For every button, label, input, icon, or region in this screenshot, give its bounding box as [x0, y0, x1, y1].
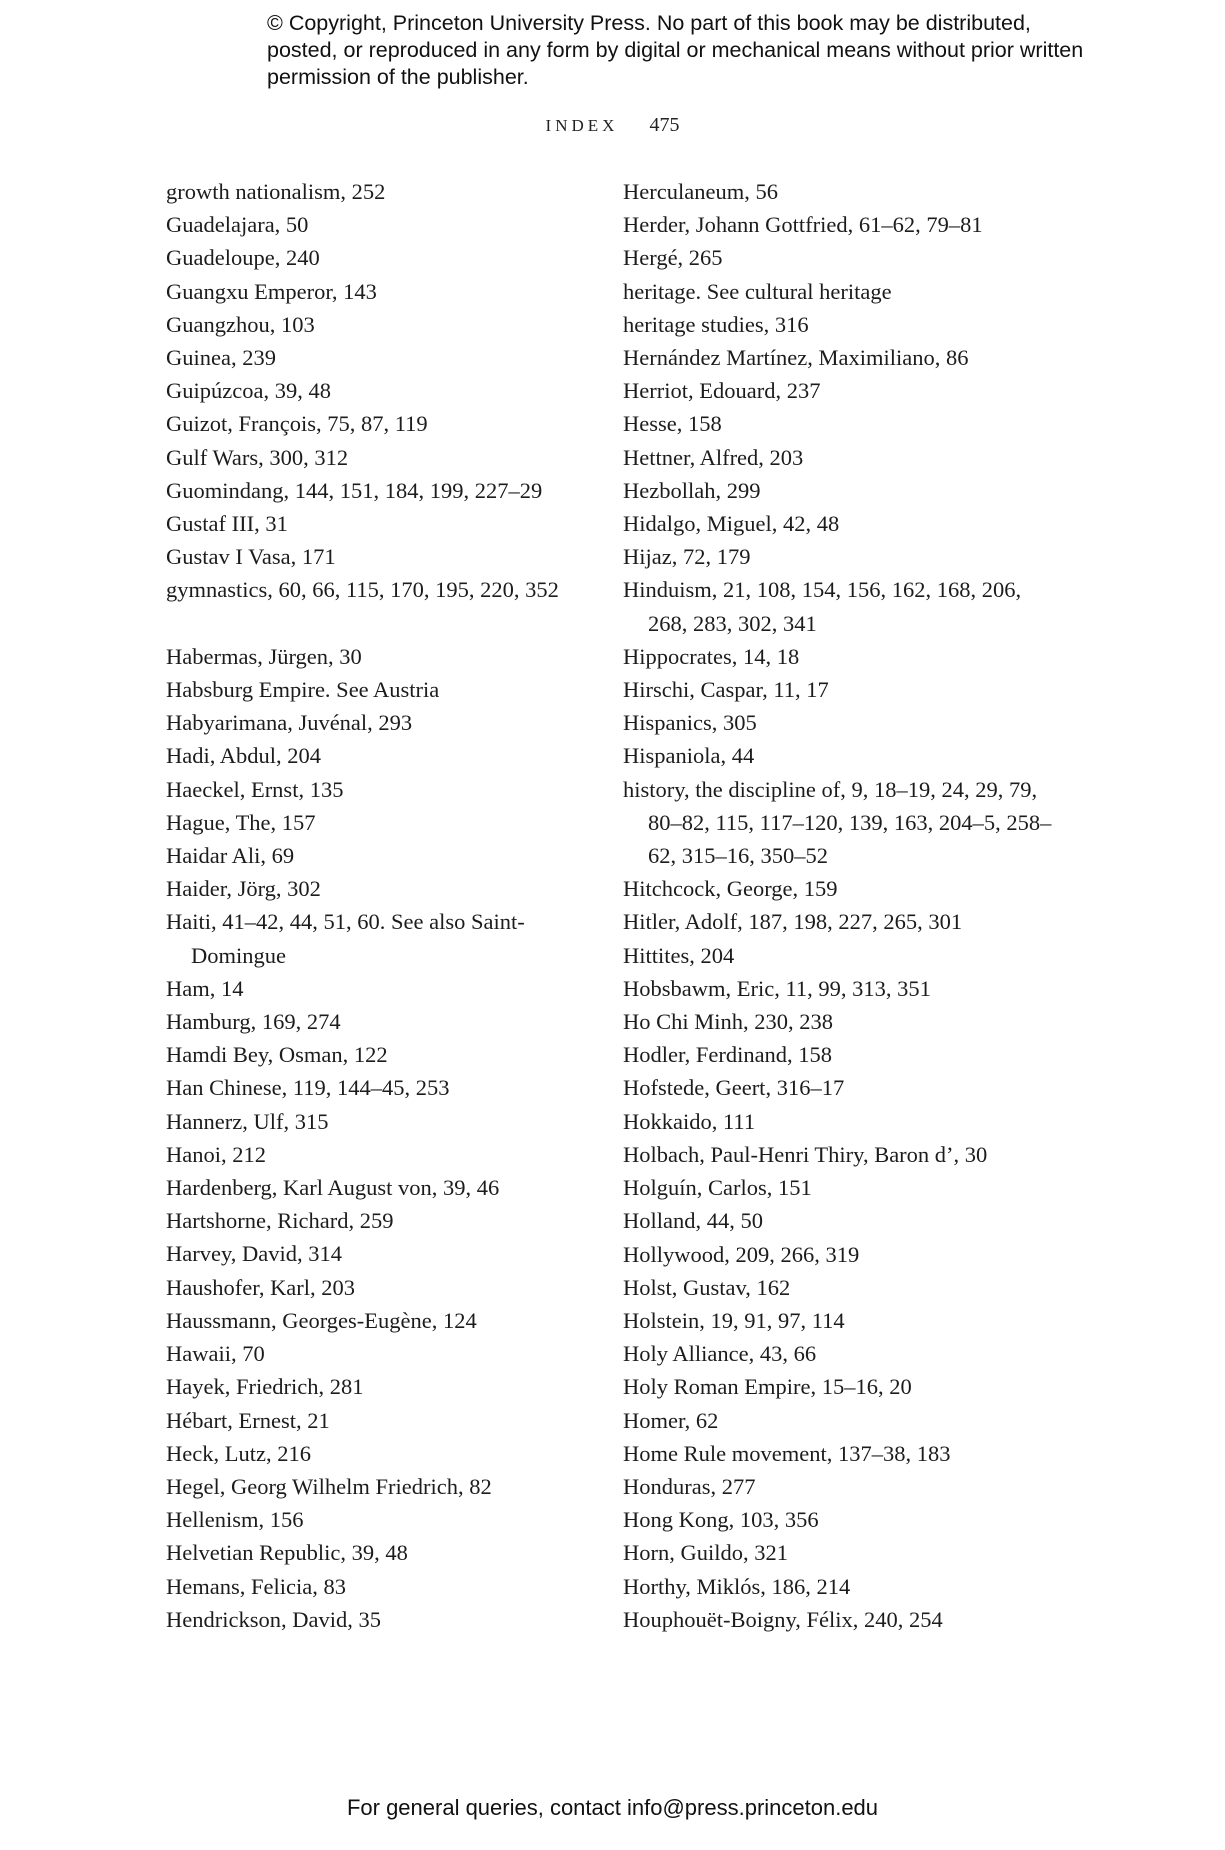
index-entry: Guomindang, 144, 151, 184, 199, 227–29 [166, 477, 543, 503]
index-entry: Hergé, 265 [623, 245, 723, 271]
index-entry: gymnastics, 60, 66, 115, 170, 195, 220, 352 [166, 577, 559, 603]
index-entry: Hamburg, 169, 274 [166, 1009, 341, 1035]
index-entry: Herriot, Edouard, 237 [623, 378, 821, 404]
index-entry: Hong Kong, 103, 356 [623, 1507, 819, 1533]
index-entry: Harvey, David, 314 [166, 1241, 342, 1267]
index-entry: Home Rule movement, 137–38, 183 [623, 1440, 951, 1466]
index-entry: Gulf Wars, 300, 312 [166, 444, 349, 470]
index-entry: Hispaniola, 44 [623, 743, 755, 769]
index-entry: Ho Chi Minh, 230, 238 [623, 1009, 834, 1035]
index-entry: Hadi, Abdul, 204 [166, 743, 321, 769]
index-entry: Holguín, Carlos, 151 [623, 1175, 812, 1201]
index-entry: Houphouët-Boigny, Félix, 240, 254 [623, 1606, 943, 1632]
index-entry: Gustav I Vasa, 171 [166, 544, 336, 570]
index-entry: Haiti, 41–42, 44, 51, 60. See also Saint-Domingue [166, 909, 525, 968]
index-entry: growth nationalism, 252 [166, 179, 386, 204]
index-entry: Hodler, Ferdinand, 158 [623, 1042, 833, 1068]
index-entry: Habsburg Empire. See Austria [166, 677, 440, 703]
index-entry: Hofstede, Geert, 316–17 [623, 1075, 845, 1101]
index-entry: Hayek, Friedrich, 281 [166, 1374, 364, 1400]
index-entry: Haidar Ali, 69 [166, 843, 295, 869]
index-entry: Hirschi, Caspar, 11, 17 [623, 677, 829, 703]
index-entry: Hippocrates, 14, 18 [623, 643, 800, 669]
index-entry: Honduras, 277 [623, 1473, 756, 1499]
index-entry: Herder, Johann Gottfried, 61–62, 79–81 [623, 212, 983, 238]
index-entry: Hobsbawm, Eric, 11, 99, 313, 351 [623, 975, 931, 1001]
index-entry: Heck, Lutz, 216 [166, 1440, 311, 1466]
index-entry: Holland, 44, 50 [623, 1208, 763, 1234]
page-number: 475 [649, 114, 680, 136]
index-entry: Hollywood, 209, 266, 319 [623, 1241, 860, 1267]
footer-contact: For general queries, contact info@press.princeton.edu [346, 1795, 879, 1820]
index-entry: Hernández Martínez, Maximiliano, 86 [623, 345, 969, 371]
index-entry: Haussmann, Georges-Eugène, 124 [166, 1307, 477, 1333]
index-entry: Horthy, Miklós, 186, 214 [623, 1573, 851, 1599]
index-entry: Ham, 14 [166, 975, 244, 1001]
index-entry: Guangzhou, 103 [166, 311, 315, 337]
index-entry: Han Chinese, 119, 144–45, 253 [166, 1075, 450, 1101]
index-entry: heritage. See cultural heritage [623, 278, 892, 304]
index-entry: Homer, 62 [623, 1407, 719, 1433]
index-entry: Hittites, 204 [623, 942, 735, 968]
index-entry: Hitler, Adolf, 187, 198, 227, 265, 301 [623, 909, 963, 935]
index-entry: Habyarimana, Juvénal, 293 [166, 710, 413, 736]
index-entry: Holbach, Paul-Henri Thiry, Baron d’, 30 [623, 1141, 988, 1167]
index-entry: history, the discipline of, 9, 18–19, 24, 29, 79, 80–82, 115, 117–120, 139, 163, 204–5, 258–62, 315–16, 350–52 [623, 776, 1052, 869]
index-entry: Hinduism, 21, 108, 154, 156, 162, 168, 206, 268, 283, 302, 341 [623, 577, 1022, 636]
index-entry: Hellenism, 156 [166, 1507, 304, 1533]
index-entry: Guinea, 239 [166, 345, 276, 371]
index-entry: Hidalgo, Miguel, 42, 48 [623, 511, 840, 537]
index-entry: Hartshorne, Richard, 259 [166, 1208, 394, 1234]
index-column-left [166, 175, 606, 1636]
index-entry: Haeckel, Ernst, 135 [166, 776, 344, 802]
index-entry: Guadeloupe, 240 [166, 245, 320, 271]
index-entry: Hardenberg, Karl August von, 39, 46 [166, 1175, 500, 1201]
index-entry: Hamdi Bey, Osman, 122 [166, 1042, 388, 1068]
index-entry: Haider, Jörg, 302 [166, 876, 321, 902]
index-entry: Habermas, Jürgen, 30 [166, 643, 362, 669]
index-entry: Hettner, Alfred, 203 [623, 444, 804, 470]
index-entry: Hague, The, 157 [166, 809, 316, 835]
index-entry: Hemans, Felicia, 83 [166, 1573, 346, 1599]
index-entry: Hezbollah, 299 [623, 477, 761, 503]
index-entry: Guizot, François, 75, 87, 119 [166, 411, 428, 437]
index-entry: heritage studies, 316 [623, 311, 809, 337]
letter-section-gap [166, 607, 606, 640]
index-entry: Hitchcock, George, 159 [623, 876, 838, 902]
index-entry: Hawaii, 70 [166, 1341, 265, 1367]
index-entry: Hébart, Ernest, 21 [166, 1407, 330, 1433]
index-entry: Haushofer, Karl, 203 [166, 1274, 356, 1300]
index-column-right [623, 175, 1063, 1636]
index-entry: Guadelajara, 50 [166, 212, 309, 238]
index-entry: Holstein, 19, 91, 97, 114 [623, 1307, 845, 1333]
index-entry: Hegel, Georg Wilhelm Friedrich, 82 [166, 1473, 492, 1499]
index-entry: Holy Alliance, 43, 66 [623, 1341, 817, 1367]
copyright-notice: © Copyright, Princeton University Press. No part of this book may be distributed, posted, or reproduced in any form by digital or mechanical means without prior written permission of the publisher. [267, 11, 1084, 89]
index-entry: Holy Roman Empire, 15–16, 20 [623, 1374, 912, 1400]
index-entry: Herculaneum, 56 [623, 179, 778, 204]
index-entry: Guangxu Emperor, 143 [166, 278, 377, 304]
index-entry: Holst, Gustav, 162 [623, 1274, 791, 1300]
index-entry: Guipúzcoa, 39, 48 [166, 378, 331, 404]
index-entry: Hokkaido, 111 [623, 1108, 756, 1134]
index-entry: Horn, Guildo, 321 [623, 1540, 788, 1566]
index-entry: Hannerz, Ulf, 315 [166, 1108, 329, 1134]
index-entry: Hispanics, 305 [623, 710, 757, 736]
index-entry: Hesse, 158 [623, 411, 722, 437]
index-entry: Hijaz, 72, 179 [623, 544, 751, 570]
index-entry: Gustaf III, 31 [166, 511, 288, 537]
index-entry: Hanoi, 212 [166, 1141, 266, 1167]
index-entry: Helvetian Republic, 39, 48 [166, 1540, 408, 1566]
running-head-label: INDEX [545, 116, 619, 135]
running-head [0, 114, 1225, 137]
index-entry: Hendrickson, David, 35 [166, 1606, 381, 1632]
